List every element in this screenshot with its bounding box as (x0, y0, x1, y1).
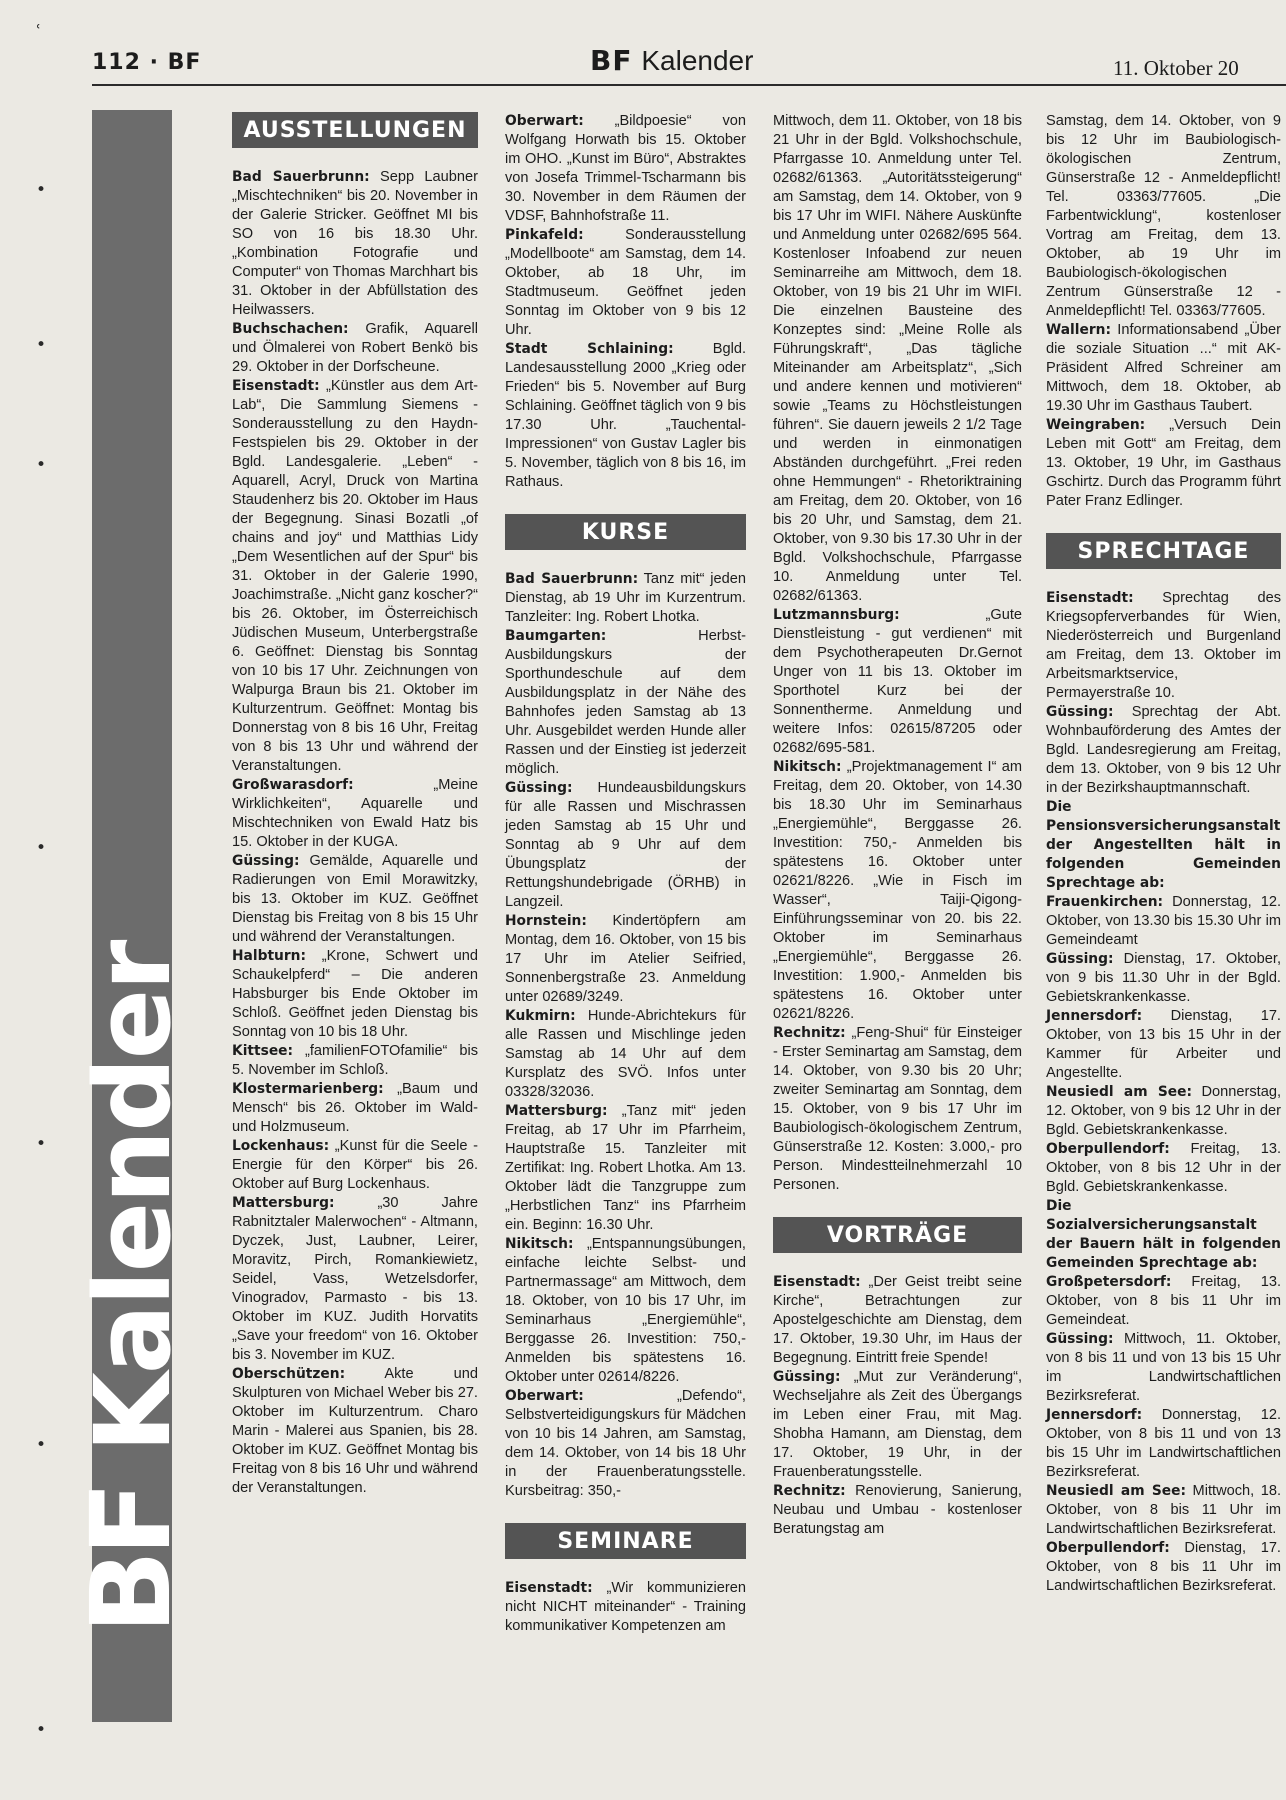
entry-place: Halbturn: (232, 948, 307, 964)
entries (505, 112, 746, 492)
entry-place: Großwarasdorf: (232, 777, 354, 793)
entry-text: „Kunst für die Seele - Energie für den Körper“ bis 26. Oktober auf Burg Lockenhaus. (232, 1138, 478, 1192)
listing-entry (232, 1080, 478, 1137)
entry-place: Eisenstadt: (1046, 590, 1134, 606)
entry-place: Güssing: (773, 1369, 841, 1385)
section-heading-kurse: KURSE (505, 514, 746, 550)
entry-place: Oberwart: (505, 1388, 584, 1404)
listing-entry (1046, 112, 1281, 321)
side-banner-word: Kalender (72, 941, 194, 1453)
binder-mark: • (36, 1720, 47, 1740)
entry-text: Sprechtag des Kriegsopferverbandes für Wien, Niederösterreich und Burgenland am Freitag, dem 13. Oktober im Arbeitsmarktservice, Permayerstraße 10. (1046, 590, 1281, 701)
listing-entry (1046, 1330, 1281, 1406)
entry-text: „Tanz mit“ jeden Freitag, ab 17 Uhr im Pfarrheim, Hauptstraße 15. Tanzleiter mit Zertifikat: Ing. Robert Lhotka. Am 13. Oktober lädt die Tanzgruppe zum „Herbstlichen Tanz“ ins Pfarrheim ein. Beginn: 16.30 Uhr. (505, 1103, 746, 1233)
entry-text: „Defendo“, Selbstverteidigungskurs für Mädchen von 10 bis 14 Jahren, am Samstag, dem 14. Oktober, von 14 bis 18 Uhr in der Frauenberatungsstelle. Kursbeitrag: 350,- (505, 1388, 746, 1499)
column-4-clip (1046, 112, 1286, 1752)
entry-text: Dienstag, 17. Oktober, von 8 bis 11 Uhr im Landwirtschaftlichen Bezirksreferat. (1046, 1540, 1281, 1594)
listing-entry (505, 340, 746, 492)
section-heading-seminare: SEMINARE (505, 1523, 746, 1559)
entry-text: Sepp Laubner „Mischtechniken“ bis 20. November in der Galerie Stricker. Geöffnet MI bis SO von 16 bis 18.30 Uhr. „Kombination Fotografie und Computer“ von Thomas Marchhart bis 31. Oktober in der Abfüllstation des Heilwassers. (232, 169, 478, 318)
entry-text: Dienstag, 17. Oktober, von 9 bis 11.30 Uhr in der Bgld. Gebietskrankenkasse. (1046, 951, 1281, 1005)
column-3 (773, 112, 1022, 1539)
entry-text: „Meine Wirklichkeiten“, Aquarelle und Mischtechniken von Ewald Hatz bis 15. Oktober in der KUGA. (232, 777, 478, 850)
entry-text: „Gute Dienstleistung - gut verdienen“ mit dem Psychotherapeuten Dr.Gernot Unger von 11 bis 13. Oktober im Sporthotel Kurz bei der Sonnentherme. Anmeldung und weitere Infos: 02615/87205 oder 02682/695-581. (773, 607, 1022, 756)
entry-text: Herbst-Ausbildungskurs der Sporthundeschule auf dem Ausbildungsplatz in der Nähe des Bahnhofes jeden Samstag ab 13 Uhr. Ausgebildet werden Hunde aller Rassen und der Einstieg ist jederzeit möglich. (505, 628, 746, 777)
entry-text: „Mut zur Veränderung“, Wechseljahre als Zeit des Übergangs im Leben einer Frau, mit Mag. Shobha Hamann, am Dienstag, dem 17. Oktober, 19 Uhr, in der Frauenberatungsstelle. (773, 1369, 1022, 1480)
listing-entry (232, 776, 478, 852)
listing-entry (773, 1273, 1022, 1368)
entry-text: Hunde-Abrichtekurs für alle Rassen und Mischlinge jeden Samstag ab 14 Uhr auf dem Kursplatz des SVÖ. Infos unter 03328/32036. (505, 1008, 746, 1100)
listing-entry (773, 1024, 1022, 1195)
entry-place: Stadt Schlaining: (505, 341, 674, 357)
entry-place: Güssing: (1046, 704, 1114, 720)
column-1 (232, 112, 478, 1498)
entry-text: Tanz mit“ jeden Dienstag, ab 19 Uhr im Kurzentrum. Tanzleiter: Ing. Robert Lhotka. (505, 571, 747, 625)
listing-entry (505, 912, 746, 1007)
binder-mark: • (36, 180, 47, 200)
listing-entry (232, 377, 478, 776)
masthead (590, 44, 753, 77)
binder-mark: ʿ (36, 22, 42, 42)
entry-place: Güssing: (232, 853, 300, 869)
entry-place: Großpetersdorf: (1046, 1274, 1172, 1290)
section-heading-vortraege: VORTRÄGE (773, 1217, 1022, 1253)
entry-text: „30 Jahre Rabnitztaler Malerwochen“ - Altmann, Dyczek, Just, Laubner, Leirer, Moravitz, Pirch, Romankiewietz, Seidel, Vass, Wetzelsdorfer, Vinogradov, Parmasto - bis 13. Oktober im KUZ. Judith Horvatits „Save your freedom“ von 16. Oktober bis 3. November im KUZ. (232, 1195, 478, 1363)
entry-place: Mattersburg: (505, 1103, 608, 1119)
listing-entry (1046, 798, 1281, 893)
entry-place: Neusiedl am See: (1046, 1483, 1187, 1499)
listing-entry (505, 112, 746, 226)
entry-text: Donnerstag, 12. Oktober, von 8 bis 11 und von 13 bis 15 Uhr im Landwirtschaftlichen Bezirksreferat. (1046, 1407, 1281, 1480)
entry-text: Freitag, 13. Oktober, von 8 bis 11 Uhr im Gemeindeat. (1046, 1274, 1281, 1328)
entry-place: Güssing: (505, 780, 573, 796)
entry-place: Lutzmannsburg: (773, 607, 900, 623)
listing-entry (1046, 1406, 1281, 1482)
listing-entry (505, 1579, 746, 1636)
entry-text: „Entspannungsübungen, einfache leichte Selbst- und Partnermassage“ am Mittwoch, dem 18. Oktober, von 10 bis 17 Uhr, im Seminarhaus „Energiemühle“, Berggasse 26. Investition: 750,- Anmelden bis spätestens 16. Oktober unter 02614/8226. (505, 1236, 746, 1385)
listing-entry (232, 1042, 478, 1080)
entry-text: Gemälde, Aquarelle und Radierungen von Emil Morawitzky, bis 13. Oktober im KUZ. Geöffnet Dienstag bis Freitag von 8 bis 15 Uhr und während der Veranstaltungen. (232, 853, 478, 945)
entry-place: Kittsee: (232, 1043, 294, 1059)
column-2 (505, 112, 746, 1636)
entry-text: „Bildpoesie“ von Wolfgang Horwath bis 15. Oktober im OHO. „Kunst im Büro“, Abstraktes von Josefa Trimmel-Tscharmann bis 30. November in dem Räumen der VDSF, Bahnhofstraße 11. (505, 113, 746, 224)
section-heading-ausstellungen: AUSSTELLUNGEN (232, 112, 478, 148)
entry-text: Donnerstag, 12. Oktober, von 9 bis 12 Uhr in der Bgld. Gebietskrankenkasse. (1046, 1084, 1282, 1138)
entry-text: Donnerstag, 12. Oktober, von 13.30 bis 15.30 Uhr im Gemeindeamt (1046, 894, 1281, 948)
entry-place: Kukmirn: (505, 1008, 576, 1024)
entry-place: Nikitsch: (773, 759, 842, 775)
entry-text: Kindertöpfern am Montag, dem 16. Oktober, von 15 bis 17 Uhr im Atelier Seifried, Sonnenbergstraße 23. Anmeldung unter 02689/3249. (505, 913, 746, 1005)
entry-text: Samstag, dem 14. Oktober, von 9 bis 12 Uhr im Baubiologisch-ökologischen Zentrum, Günserstraße 12 - Anmeldepflicht! Tel. 03363/77605. „Die Farbentwicklung“, kostenloser Vortrag am Freitag, dem 13. Oktober, ab 19 Uhr im Baubiologisch-ökologischen Zentrum Günserstraße 12 - Anmeldepflicht! Tel. 03363/77605. (1046, 113, 1281, 319)
side-banner (67, 110, 195, 1722)
entry-place: Rechnitz: (773, 1483, 846, 1499)
listing-entry (773, 606, 1022, 758)
listing-entry (1046, 416, 1281, 511)
entry-place: Wallern: (1046, 322, 1111, 338)
binder-mark: • (36, 838, 47, 858)
entry-place: Baumgarten: (505, 628, 607, 644)
entries (1046, 112, 1281, 511)
entry-text: Sprechtag der Abt. Wohnbauförderung des Amtes der Bgld. Landesregierung am Freitag, dem 13. Oktober, von 9 bis 12 Uhr in der Bezirkshauptmannschaft. (1046, 704, 1281, 796)
listing-entry (1046, 703, 1281, 798)
entry-text: „Der Geist treibt seine Kirche“, Betrachtungen zur Apostelgeschichte am Dienstag, dem 17. Oktober, 19.30 Uhr, im Haus der Begegnung. Eintritt freie Spende! (773, 1274, 1022, 1366)
listing-entry (505, 1235, 746, 1387)
listing-entry (1046, 950, 1281, 1007)
entry-place: Mattersburg: (232, 1195, 335, 1211)
listing-entry (505, 570, 746, 627)
listing-entry (1046, 321, 1281, 416)
entry-place: Pinkafeld: (505, 227, 584, 243)
entry-place: Eisenstadt: (232, 378, 320, 394)
listing-entry (232, 852, 478, 947)
listing-entry (232, 320, 478, 377)
entry-place: Weingraben: (1046, 417, 1146, 433)
entry-place: Hornstein: (505, 913, 587, 929)
entry-text: „familienFOTOfamilie“ bis 5. November im Schloß. (232, 1043, 478, 1078)
listing-entry (505, 627, 746, 779)
entry-text: „Wir kommunizieren nicht NICHT miteinander“ - Training kommunikativer Kompetenzen am (505, 1580, 746, 1634)
entry-text: Renovierung, Sanierung, Neubau und Umbau - kostenloser Beratungstag am (773, 1483, 1022, 1537)
entry-place: Eisenstadt: (505, 1580, 593, 1596)
listing-entry (1046, 1482, 1281, 1539)
listing-entry (1046, 1007, 1281, 1083)
listing-entry (505, 779, 746, 912)
entry-text: „Projektmanagement I“ am Freitag, dem 20. Oktober, von 14.30 bis 18.30 Uhr im Seminarhaus „Energiemühle“, Berggasse 26. Investition: 750,- Anmelden bis spätestens 16. Oktober unter 02621/8226. „Wie in Fisch im Wasser“, Taiji-Qigong-Einführungsseminar von 20. bis 22. Oktober im Seminarhaus „Energiemühle“, Berggasse 26. Investition: 1.900,- Anmelden bis spätestens 16. Oktober unter 02621/8226. (773, 759, 1022, 1022)
entry-text: „Feng-Shui“ für Einsteiger - Erster Seminartag am Samstag, dem 14. Oktober, von 9.30 bis 20 Uhr; zweiter Seminartag am Sonntag, dem 15. Oktober, von 9 bis 17 Uhr im Baubiologisch-ökologischem Zentrum, Günserstraße 12. Kosten: 3.000,- pro Person. Mindestteilnehmerzahl 10 Personen. (773, 1025, 1022, 1193)
listing-entry (773, 758, 1022, 1024)
listing-entry (773, 1368, 1022, 1482)
entry-text: „Versuch Dein Leben mit Gott“ am Freitag, dem 13. Oktober, 19 Uhr, im Gasthaus Gschirtz. Durch das Programm führt Pater Franz Edlinger. (1046, 417, 1281, 509)
binder-mark: • (36, 455, 47, 475)
entries (773, 1273, 1022, 1539)
entry-text: Sonderausstellung „Modellboote“ am Samstag, dem 14. Oktober, ab 18 Uhr, im Stadtmuseum. Geöffnet jeden Sonntag im Oktober von 9 bis 12 Uhr. (505, 227, 746, 338)
entry-place: Die Pensionsversicherungsanstalt der Angestellten hält in folgenden Gemeinden Sprechtage ab: (1046, 799, 1281, 891)
page-number: 112 · BF (92, 50, 202, 75)
binder-mark: • (36, 1435, 47, 1455)
entry-text: „Krone, Schwert und Schaukelpferd“ – Die anderen Habsburger bis Ende Oktober im Schloß. Geöffnet jeden Dienstag bis Sonntag von 10 bis 18 Uhr. (232, 948, 478, 1040)
entry-place: Rechnitz: (773, 1025, 846, 1041)
entry-text: Mittwoch, 18. Oktober, von 8 bis 11 Uhr im Landwirtschaftlichen Bezirksreferat. (1046, 1483, 1281, 1537)
entries (1046, 589, 1281, 1596)
listing-entry (773, 112, 1022, 606)
listing-entry (1046, 1140, 1281, 1197)
entry-place: Güssing: (1046, 951, 1114, 967)
entry-text: Grafik, Aquarell und Ölmalerei von Robert Benkö bis 29. Oktober in der Dorfscheune. (232, 321, 478, 375)
entry-text: „Baum und Mensch“ bis 26. Oktober im Wald- und Holzmuseum. (232, 1081, 478, 1135)
masthead-brand: BF (590, 44, 633, 77)
entry-place: Oberschützen: (232, 1366, 346, 1382)
entry-place: Lockenhaus: (232, 1138, 330, 1154)
entry-text: Akte und Skulpturen von Michael Weber bis 27. Oktober im Kulturzentrum. Charo Marin - Malerei aus Spanien, bis 28. Oktober im KUZ. Geöffnet Montag bis Freitag von 8 bis 16 Uhr und während der Veranstaltungen. (232, 1366, 478, 1496)
entry-place: Eisenstadt: (773, 1274, 861, 1290)
listing-entry (773, 1482, 1022, 1539)
entry-place: Jennersdorf: (1046, 1008, 1143, 1024)
entry-text: Mittwoch, dem 11. Oktober, von 18 bis 21 Uhr in der Bgld. Volkshochschule, Pfarrgasse 10. Anmeldung unter Tel. 02682/61363. „Autoritätssteigerung“ am Samstag, dem 14. Oktober, von 9 bis 17 Uhr im WIFI. Nähere Auskünfte und Anmeldung unter 02682/695 564. Kostenloser Infoabend zur neuen Seminarreihe am Mittwoch, dem 18. Oktober, von 19 bis 21 Uhr im WIFI. Die einzelnen Bausteine des Konzeptes sind: „Meine Rolle als Führungskraft“, „Das tägliche Miteinander am Arbeitsplatz“, „Sich und andere kennen und motivieren“ sowie „Teams zu Höchstleistungen führen“. Sie dauern jeweils 2 1/2 Tage und werden in einmonatigen Abständen durchgeführt. „Frei reden ohne Hemmungen“ - Rhetoriktraining am Freitag, dem 20. Oktober, von 16 bis 20 Uhr, und Samstag, dem 21. Oktober, von 9.30 bis 17.30 Uhr in der Bgld. Volkshochschule, Pfarrgasse 10. Anmeldung unter Tel. 02682/61363. (773, 113, 1022, 604)
entry-text: Hundeausbildungskurs für alle Rassen und Mischrassen jeden Samstag ab 15 Uhr und Sonntag ab 9 Uhr auf dem Übungsplatz der Rettungshundebrigade (ÖRHB) in Langzeil. (505, 780, 746, 910)
entry-place: Nikitsch: (505, 1236, 574, 1252)
listing-entry (232, 1365, 478, 1498)
entry-place: Bad Sauerbrunn: (232, 169, 370, 185)
listing-entry (505, 1102, 746, 1235)
header-rule (92, 84, 1286, 86)
entry-place: Die Sozialversicherungsanstalt der Bauern hält in folgenden Gemeinden Sprechtage ab: (1046, 1198, 1281, 1271)
entries (505, 570, 746, 1501)
masthead-title: Kalender (641, 45, 754, 76)
listing-entry (1046, 1539, 1281, 1596)
section-heading-sprechtage: SPRECHTAGE (1046, 533, 1281, 569)
entries (505, 1579, 746, 1636)
entry-text: Mittwoch, 11. Oktober, von 8 bis 11 und von 13 bis 15 Uhr im Landwirtschaftlichen Bezirksreferat. (1046, 1331, 1281, 1404)
page-date: 11. Oktober 20 (1113, 56, 1239, 80)
binder-mark: • (36, 335, 47, 355)
listing-entry (232, 947, 478, 1042)
listing-entry (505, 226, 746, 340)
listing-entry (1046, 1083, 1281, 1140)
entry-text: Freitag, 13. Oktober, von 8 bis 12 Uhr in der Bgld. Gebietskrankenkasse. (1046, 1141, 1281, 1195)
entry-place: Neusiedl am See: (1046, 1084, 1192, 1100)
listing-entry (232, 168, 478, 320)
listing-entry (1046, 589, 1281, 703)
side-banner-brand: BF (67, 1487, 195, 1634)
entry-place: Buchschachen: (232, 321, 349, 337)
entries (232, 168, 478, 1498)
entry-place: Oberpullendorf: (1046, 1540, 1170, 1556)
entry-text: Informationsabend „Über die soziale Situation ...“ mit AK-Präsident Alfred Schreiner am Mittwoch, dem 18. Oktober, ab 19.30 Uhr im Gasthaus Taubert. (1046, 322, 1281, 414)
listing-entry (1046, 893, 1281, 950)
entry-text: „Künstler aus dem Art-Lab“, Die Sammlung Siemens - Sonderausstellung zu den Haydn-Festspielen bis 29. Oktober in der Bgld. Landesgalerie. „Leben“ - Aquarell, Acryl, Druck von Martina Staudenherz bis 20. Oktober im Haus der Begegnung. Sinasi Bozatli „of chains and joy“ und Matthias Lidy „Dem Wesentlichen auf der Spur“ bis 31. Oktober in der Galerie 1990, Joachimstraße. „Nicht ganz koscher?“ bis 26. Oktober, im Österreichisch Jüdischen Museum, Unterbergstraße 6. Geöffnet: Dienstag bis Sonntag von 10 bis 17 Uhr. Zeichnungen von Walpurga Braun bis 21. Oktober im Kulturzentrum. Geöffnet: Montag bis Donnerstag von 8 bis 16 Uhr, Freitag von 8 bis 13 Uhr und während der Veranstaltungen. (232, 378, 478, 774)
side-banner-text (67, 941, 195, 1634)
listing-entry (232, 1137, 478, 1194)
listing-entry (1046, 1197, 1281, 1273)
listing-entry (1046, 1273, 1281, 1330)
entries (773, 112, 1022, 1195)
listing-entry (232, 1194, 478, 1365)
entry-place: Bad Sauerbrunn: (505, 571, 639, 587)
entry-place: Oberpullendorf: (1046, 1141, 1170, 1157)
entry-place: Frauenkirchen: (1046, 894, 1164, 910)
listing-entry (505, 1007, 746, 1102)
column-4 (1046, 112, 1281, 1596)
entry-place: Oberwart: (505, 113, 584, 129)
listing-entry (505, 1387, 746, 1501)
entry-place: Jennersdorf: (1046, 1407, 1143, 1423)
entry-text: Bgld. Landesausstellung 2000 „Krieg oder Frieden“ bis 5. November auf Burg Schlaining. Geöffnet täglich von 9 bis 17.30 Uhr. „Tauchental-Impressionen“ von Gustav Lagler bis 5. November, täglich von 8 bis 16, im Rathaus. (505, 341, 746, 490)
binder-mark: • (36, 1134, 47, 1154)
entry-text: Dienstag, 17. Oktober, von 13 bis 15 Uhr in der Kammer für Arbeiter und Angestellte. (1046, 1008, 1281, 1081)
entry-place: Güssing: (1046, 1331, 1114, 1347)
entry-place: Klostermarienberg: (232, 1081, 384, 1097)
